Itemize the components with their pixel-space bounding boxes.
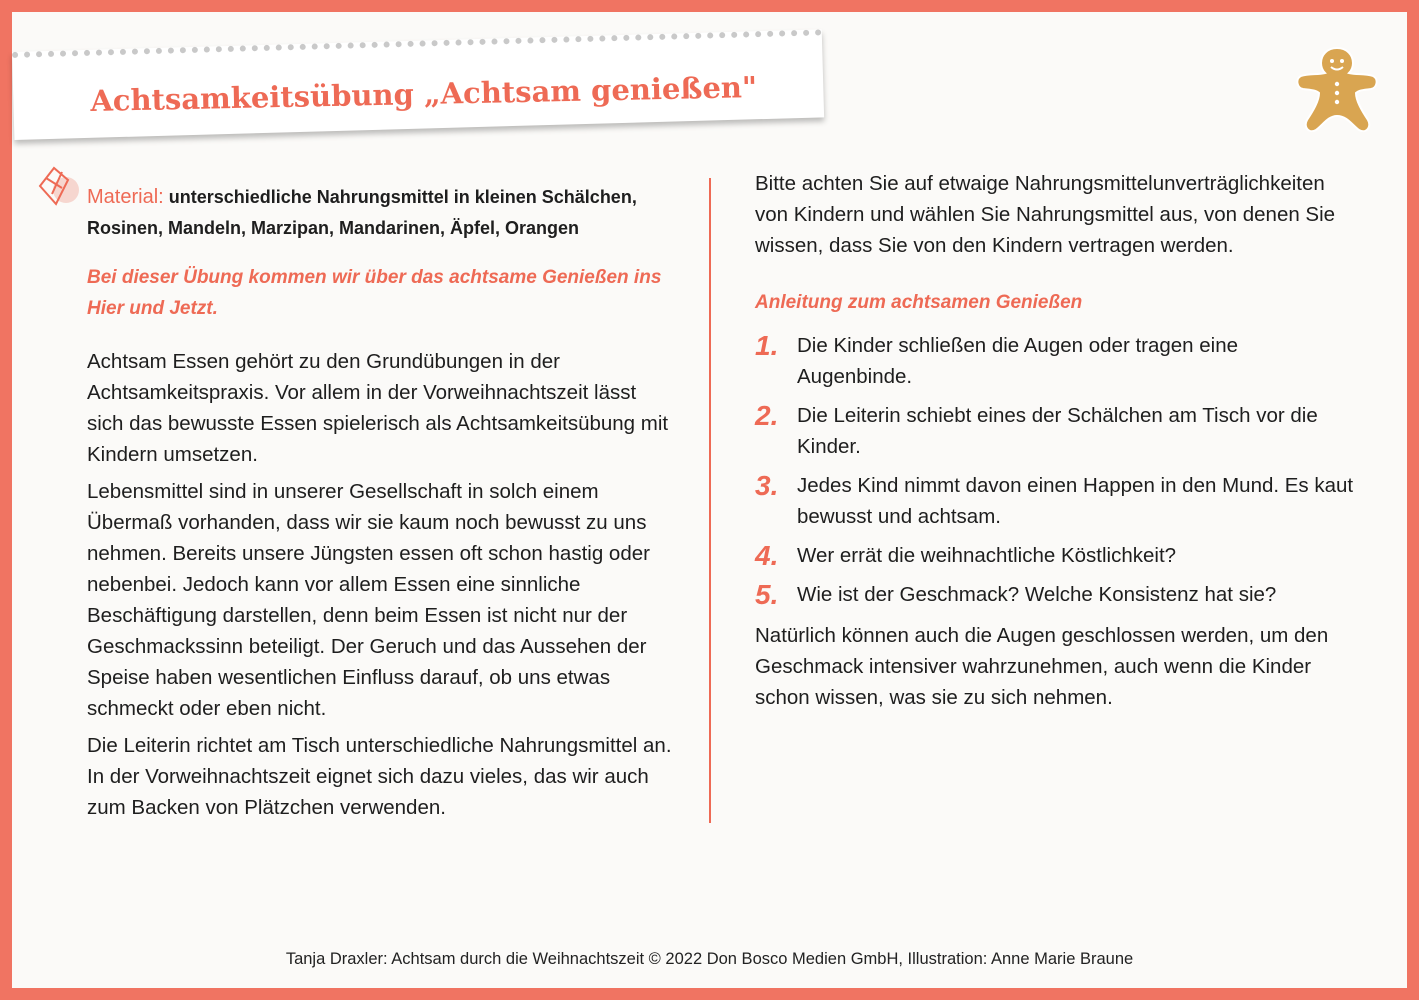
material-text: unterschiedliche Nahrungsmittel in kleinen Schälchen, Rosinen, Mandeln, Marzipan, Mandarinen, Äpfel, Orangen xyxy=(87,187,637,238)
material-label: Material: xyxy=(87,186,164,208)
step-text: Wie ist der Geschmack? Welche Konsistenz hat sie? xyxy=(797,583,1277,606)
left-column xyxy=(87,262,677,829)
step-item xyxy=(755,579,1355,610)
step-text: Jedes Kind nimmt davon einen Happen in den Mund. Es kaut bewusst und achtsam. xyxy=(797,474,1354,528)
intro-text: Bitte achten Sie auf etwaige Nahrungsmittelunverträglichkeiten von Kindern und wählen Sie Nahrungsmittel aus, von denen Sie wissen, dass Sie von den Kindern vertragen werden. xyxy=(755,172,1336,257)
step-text: Wer errät die weihnachtliche Köstlichkeit? xyxy=(797,544,1177,567)
step-number: 4. xyxy=(755,540,779,571)
lead-text: Bei dieser Übung kommen wir über das achtsame Genießen ins Hier und Jetzt. xyxy=(87,267,662,319)
gingerbread-man-icon xyxy=(1287,40,1387,150)
instructions-heading: Anleitung zum achtsamen Genießen xyxy=(755,292,1083,313)
page-title: Achtsamkeitsübung „Achtsam genießen" xyxy=(90,70,758,118)
step-item xyxy=(755,400,1355,462)
worksheet-page xyxy=(12,12,1407,988)
step-number: 5. xyxy=(755,579,779,610)
step-item xyxy=(755,540,1355,571)
step-item xyxy=(755,330,1355,392)
step-item xyxy=(755,470,1355,532)
footer-credits: Tanja Draxler: Achtsam durch die Weihnachtszeit © 2022 Don Bosco Medien GmbH, Illustration: Anne Marie Braune xyxy=(285,950,1134,968)
step-number: 2. xyxy=(755,400,779,431)
step-text: Die Kinder schließen die Augen oder tragen eine Augenbinde. xyxy=(797,334,1239,388)
paragraph: Die Leiterin richtet am Tisch unterschiedliche Nahrungsmittel an. In der Vorweihnachtszeit eignet sich dazu vieles, das wir auch zum Backen von Plätzchen verwenden. xyxy=(87,734,672,819)
right-column xyxy=(755,168,1355,719)
outro-text: Natürlich können auch die Augen geschlossen werden, um den Geschmack intensiver wahrzunehmen, auch wenn die Kinder schon wissen, was sie zu sich nehmen. xyxy=(755,624,1329,709)
paragraph: Achtsam Essen gehört zu den Grundübungen in der Achtsamkeitspraxis. Vor allem in der Vorweihnachtszeit lässt sich das bewusste Essen spielerisch als Achtsamkeitsübung mit Kindern umsetzen. xyxy=(87,350,669,466)
step-text: Die Leiterin schiebt eines der Schälchen am Tisch vor die Kinder. xyxy=(797,404,1318,458)
material-icon xyxy=(34,164,80,210)
column-divider xyxy=(709,178,711,823)
paragraph: Lebensmittel sind in unserer Gesellschaft in solch einem Übermaß vorhanden, dass wir sie kaum noch bewusst zu uns nehmen. Bereits unsere Jüngsten essen oft schon hastig oder nebenbei. Jedoch kann vor allem Essen eine sinnliche Beschäftigung darstellen, denn beim Essen ist nicht nur der Geschmackssinn beteiligt. Der Geruch und das Aussehen der Speise haben wesentlichen Einfluss darauf, ob uns etwas schmeckt oder eben nicht. xyxy=(87,480,650,720)
material-list xyxy=(87,182,677,244)
step-number: 1. xyxy=(755,330,779,361)
step-number: 3. xyxy=(755,470,779,501)
